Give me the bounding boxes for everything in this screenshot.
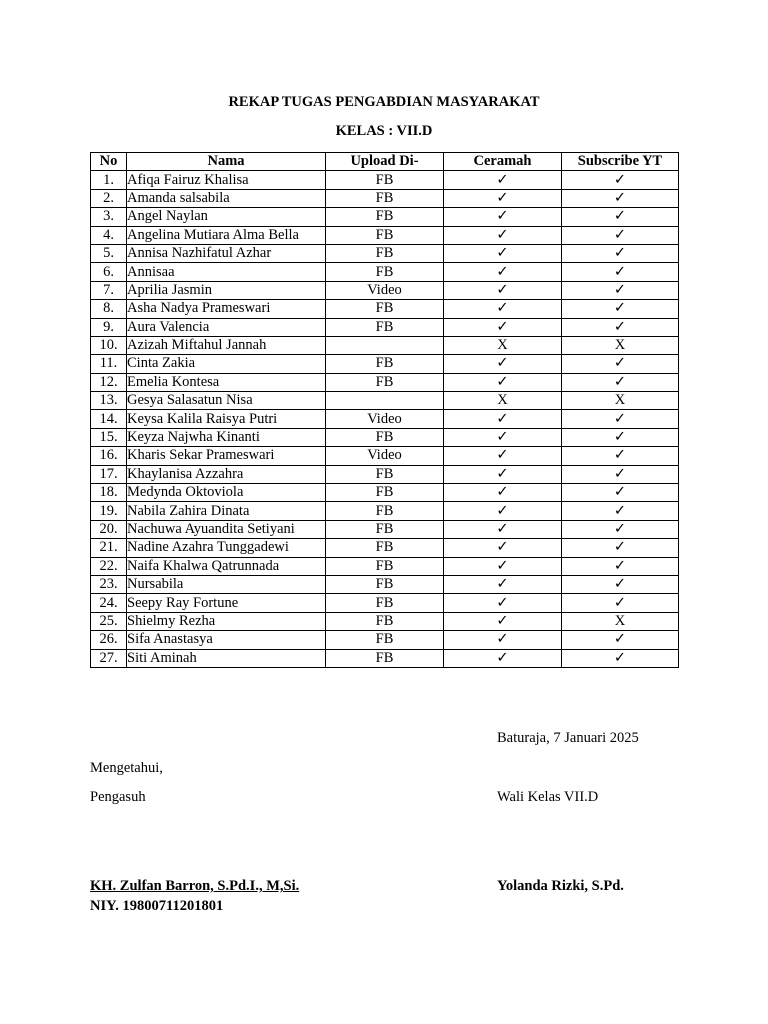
row-number: 14. [91,410,127,428]
row-subscribe-status: ✓ [562,373,679,391]
document-title: REKAP TUGAS PENGABDIAN MASYARAKAT [228,94,540,110]
row-number: 22. [91,557,127,575]
row-subscribe-status: ✓ [562,520,679,538]
table-row [91,649,679,667]
row-number: 19. [91,502,127,520]
row-ceramah-status: ✓ [444,410,562,428]
row-number: 6. [91,263,127,281]
row-upload: FB [326,300,444,318]
row-ceramah-status: ✓ [444,373,562,391]
row-upload: FB [326,575,444,593]
table-row [91,208,679,226]
row-ceramah-status: ✓ [444,171,562,189]
table-row [91,465,679,483]
row-name: Azizah Miftahul Jannah [127,336,326,354]
row-name: Khaylanisa Azzahra [127,465,326,483]
row-ceramah-status: ✓ [444,300,562,318]
table-row [91,263,679,281]
class-label: KELAS : VII.D [335,123,433,139]
row-upload [326,336,444,354]
row-name: Aprilia Jasmin [127,281,326,299]
row-upload: Video [326,281,444,299]
row-upload: FB [326,612,444,630]
row-ceramah-status: ✓ [444,318,562,336]
row-name: Cinta Zakia [127,355,326,373]
row-name: Nursabila [127,575,326,593]
row-ceramah-status: ✓ [444,465,562,483]
row-name: Annisaa [127,263,326,281]
table-body [91,171,679,668]
row-ceramah-status: ✓ [444,520,562,538]
row-ceramah-status: ✓ [444,263,562,281]
row-subscribe-status: ✓ [562,281,679,299]
table-row [91,373,679,391]
row-subscribe-status: ✓ [562,447,679,465]
row-ceramah-status: ✓ [444,226,562,244]
row-number: 15. [91,428,127,446]
table-row [91,612,679,630]
row-upload: FB [326,171,444,189]
wali-kelas-label: Wali Kelas VII.D [497,789,599,805]
row-upload: FB [326,226,444,244]
table-row [91,171,679,189]
row-ceramah-status: ✓ [444,575,562,593]
row-number: 5. [91,244,127,262]
row-number: 24. [91,594,127,612]
row-subscribe-status: X [562,336,679,354]
row-number: 2. [91,189,127,207]
header-ceramah: Ceramah [444,153,562,171]
table-row [91,244,679,262]
row-upload: FB [326,557,444,575]
row-name: Nadine Azahra Tunggadewi [127,539,326,557]
row-upload: FB [326,631,444,649]
row-name: Gesya Salasatun Nisa [127,392,326,410]
row-name: Nachuwa Ayuandita Setiyani [127,520,326,538]
row-subscribe-status: ✓ [562,244,679,262]
row-subscribe-status: ✓ [562,631,679,649]
row-subscribe-status: ✓ [562,226,679,244]
row-upload: FB [326,244,444,262]
pengasuh-name: KH. Zulfan Barron, S.Pd.I., M,Si. [90,878,300,894]
table-row [91,520,679,538]
row-upload: FB [326,373,444,391]
acknowledged-label: Mengetahui, [90,760,163,776]
row-upload: FB [326,502,444,520]
row-ceramah-status: ✓ [444,355,562,373]
row-name: Shielmy Rezha [127,612,326,630]
row-ceramah-status: ✓ [444,208,562,226]
wali-kelas-name: Yolanda Rizki, S.Pd. [497,878,624,894]
row-subscribe-status: ✓ [562,410,679,428]
row-name: Keyza Najwha Kinanti [127,428,326,446]
pengasuh-niy: NIY. 19800711201801 [90,898,224,914]
row-number: 9. [91,318,127,336]
row-name: Naifa Khalwa Qatrunnada [127,557,326,575]
row-number: 26. [91,631,127,649]
table-row [91,557,679,575]
table-row [91,226,679,244]
row-number: 17. [91,465,127,483]
row-number: 25. [91,612,127,630]
table-row [91,428,679,446]
row-ceramah-status: ✓ [444,612,562,630]
row-ceramah-status: ✓ [444,502,562,520]
row-subscribe-status: ✓ [562,300,679,318]
row-upload: FB [326,263,444,281]
row-name: Angel Naylan [127,208,326,226]
row-name: Emelia Kontesa [127,373,326,391]
table-row [91,484,679,502]
row-ceramah-status: ✓ [444,244,562,262]
row-number: 16. [91,447,127,465]
row-ceramah-status: ✓ [444,447,562,465]
table-row [91,631,679,649]
row-ceramah-status: ✓ [444,189,562,207]
row-number: 27. [91,649,127,667]
row-subscribe-status: ✓ [562,502,679,520]
row-subscribe-status: ✓ [562,318,679,336]
row-number: 1. [91,171,127,189]
row-upload: FB [326,649,444,667]
row-ceramah-status: ✓ [444,539,562,557]
row-number: 12. [91,373,127,391]
row-upload: Video [326,410,444,428]
row-upload: FB [326,355,444,373]
row-number: 21. [91,539,127,557]
row-ceramah-status: X [444,336,562,354]
row-ceramah-status: ✓ [444,428,562,446]
table-row [91,355,679,373]
row-number: 13. [91,392,127,410]
row-subscribe-status: X [562,612,679,630]
table-row [91,502,679,520]
rekap-table [90,152,679,668]
row-number: 8. [91,300,127,318]
row-name: Asha Nadya Prameswari [127,300,326,318]
table-row [91,300,679,318]
row-name: Afiqa Fairuz Khalisa [127,171,326,189]
row-name: Keysa Kalila Raisya Putri [127,410,326,428]
table-row [91,410,679,428]
row-upload: FB [326,318,444,336]
row-subscribe-status: ✓ [562,355,679,373]
table-row [91,539,679,557]
row-ceramah-status: ✓ [444,484,562,502]
row-name: Aura Valencia [127,318,326,336]
row-upload [326,392,444,410]
table-header-row [91,153,679,171]
row-number: 18. [91,484,127,502]
row-subscribe-status: ✓ [562,539,679,557]
table-row [91,594,679,612]
table-row [91,575,679,593]
row-subscribe-status: ✓ [562,171,679,189]
table-row [91,392,679,410]
row-subscribe-status: ✓ [562,189,679,207]
header-upload: Upload Di- [326,153,444,171]
row-upload: FB [326,208,444,226]
row-subscribe-status: X [562,392,679,410]
row-subscribe-status: ✓ [562,208,679,226]
row-number: 23. [91,575,127,593]
row-number: 20. [91,520,127,538]
row-upload: FB [326,484,444,502]
table-row [91,281,679,299]
row-number: 3. [91,208,127,226]
table-row [91,318,679,336]
header-nama: Nama [127,153,326,171]
row-subscribe-status: ✓ [562,428,679,446]
row-subscribe-status: ✓ [562,649,679,667]
row-number: 4. [91,226,127,244]
header-subscribe: Subscribe YT [562,153,679,171]
row-ceramah-status: X [444,392,562,410]
row-ceramah-status: ✓ [444,649,562,667]
row-upload: FB [326,189,444,207]
row-ceramah-status: ✓ [444,631,562,649]
row-number: 7. [91,281,127,299]
row-subscribe-status: ✓ [562,263,679,281]
row-name: Annisa Nazhifatul Azhar [127,244,326,262]
header-no: No [91,153,127,171]
row-name: Nabila Zahira Dinata [127,502,326,520]
row-name: Angelina Mutiara Alma Bella [127,226,326,244]
row-ceramah-status: ✓ [444,557,562,575]
row-ceramah-status: ✓ [444,281,562,299]
row-name: Medynda Oktoviola [127,484,326,502]
row-number: 11. [91,355,127,373]
row-subscribe-status: ✓ [562,484,679,502]
signature-date: Baturaja, 7 Januari 2025 [497,730,639,746]
row-subscribe-status: ✓ [562,557,679,575]
row-name: Siti Aminah [127,649,326,667]
row-upload: FB [326,594,444,612]
row-name: Kharis Sekar Prameswari [127,447,326,465]
row-name: Sifa Anastasya [127,631,326,649]
row-number: 10. [91,336,127,354]
row-subscribe-status: ✓ [562,594,679,612]
row-subscribe-status: ✓ [562,575,679,593]
table-row [91,447,679,465]
row-upload: FB [326,539,444,557]
pengasuh-label: Pengasuh [90,789,146,805]
table-row [91,336,679,354]
row-upload: FB [326,520,444,538]
row-upload: FB [326,465,444,483]
row-upload: FB [326,428,444,446]
table-row [91,189,679,207]
row-name: Seepy Ray Fortune [127,594,326,612]
row-subscribe-status: ✓ [562,465,679,483]
row-ceramah-status: ✓ [444,594,562,612]
row-name: Amanda salsabila [127,189,326,207]
row-upload: Video [326,447,444,465]
